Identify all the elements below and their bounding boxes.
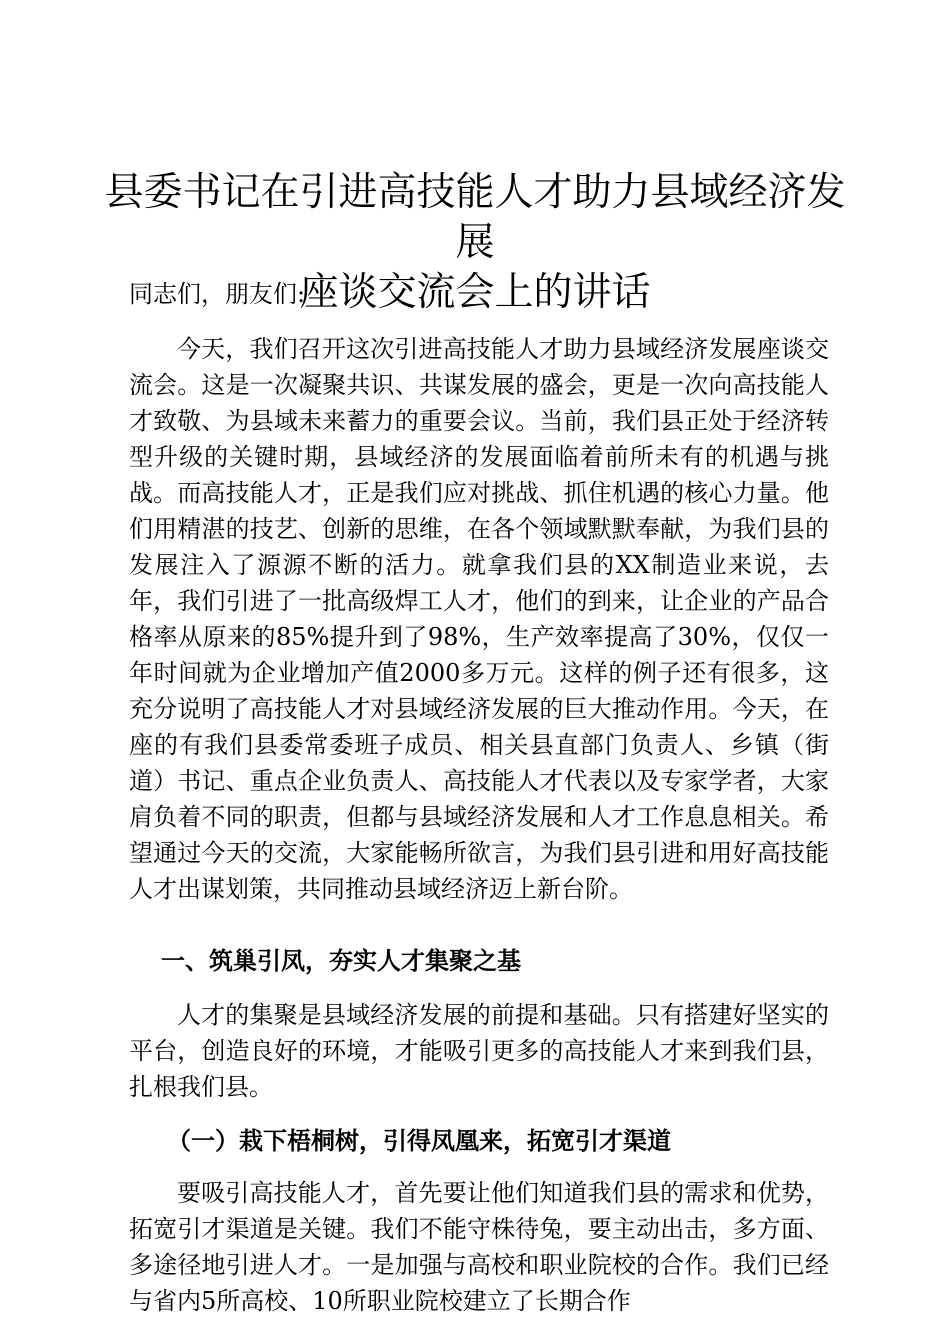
title-line-1: 县委书记在引进高技能人才助力县域经济发展 [104, 170, 846, 265]
salutation: 同志们，朋友们: [129, 280, 306, 308]
subsection-heading-1: （一）栽下梧桐树，引得凤凰来，拓宽引才渠道 [167, 1126, 671, 1155]
paragraph-subsection-1: 要吸引高技能人才，首先要让他们知道我们县的需求和优势，拓宽引才渠道是关键。我们不能守株待兔，要主动出击，多方面、多途径地引进人才。一是加强与高校和职业院校的合作。我们已经与省内5所高校、10所职业院校建立了长期合作 [129, 1179, 829, 1315]
paragraph-opening: 今天，我们召开这次引进高技能人才助力县域经济发展座谈交流会。这是一次凝聚共识、共谋发展的盛会，更是一次向高技能人才致敬、为县域未来蓄力的重要会议。当前，我们县正处于经济转型升级的关键时期，县域经济的发展面临着前所未有的机遇与挑战。而高技能人才，正是我们应对挑战、抓住机遇的核心力量。他们用精湛的技艺、创新的思维，在各个领域默默奉献，为我们县的发展注入了源源不断的活力。就拿我们县的XX制造业来说，去年，我们引进了一批高级焊工人才，他们的到来，让企业的产品合格率从原来的85%提升到了98%，生产效率提高了30%，仅仅一年时间就为企业增加产值2000多万元。这样的例子还有很多，这充分说明了高技能人才对县域经济发展的巨大推动作用。今天，在座的有我们县委常委班子成员、相关县直部门负责人、乡镇（街道）书记、重点企业负责人、高技能人才代表以及专家学者，大家肩负着不同的职责，但都与县域经济发展和人才工作息息相关。希望通过今天的交流，大家能畅所欲言，为我们县引进和用好高技能人才出谋划策，共同推动县域经济迈上新台阶。 [129, 335, 829, 903]
paragraph-section-1: 人才的集聚是县域经济发展的前提和基础。只有搭建好坚实的平台，创造良好的环境，才能吸引更多的高技能人才来到我们县，扎根我们县。 [129, 1001, 829, 1101]
title-line-2: 座谈交流会上的讲话 [299, 270, 651, 315]
document-body [129, 276, 829, 1319]
section-heading-1: 一、筑巢引凤，夯实人才集聚之基 [161, 946, 521, 975]
